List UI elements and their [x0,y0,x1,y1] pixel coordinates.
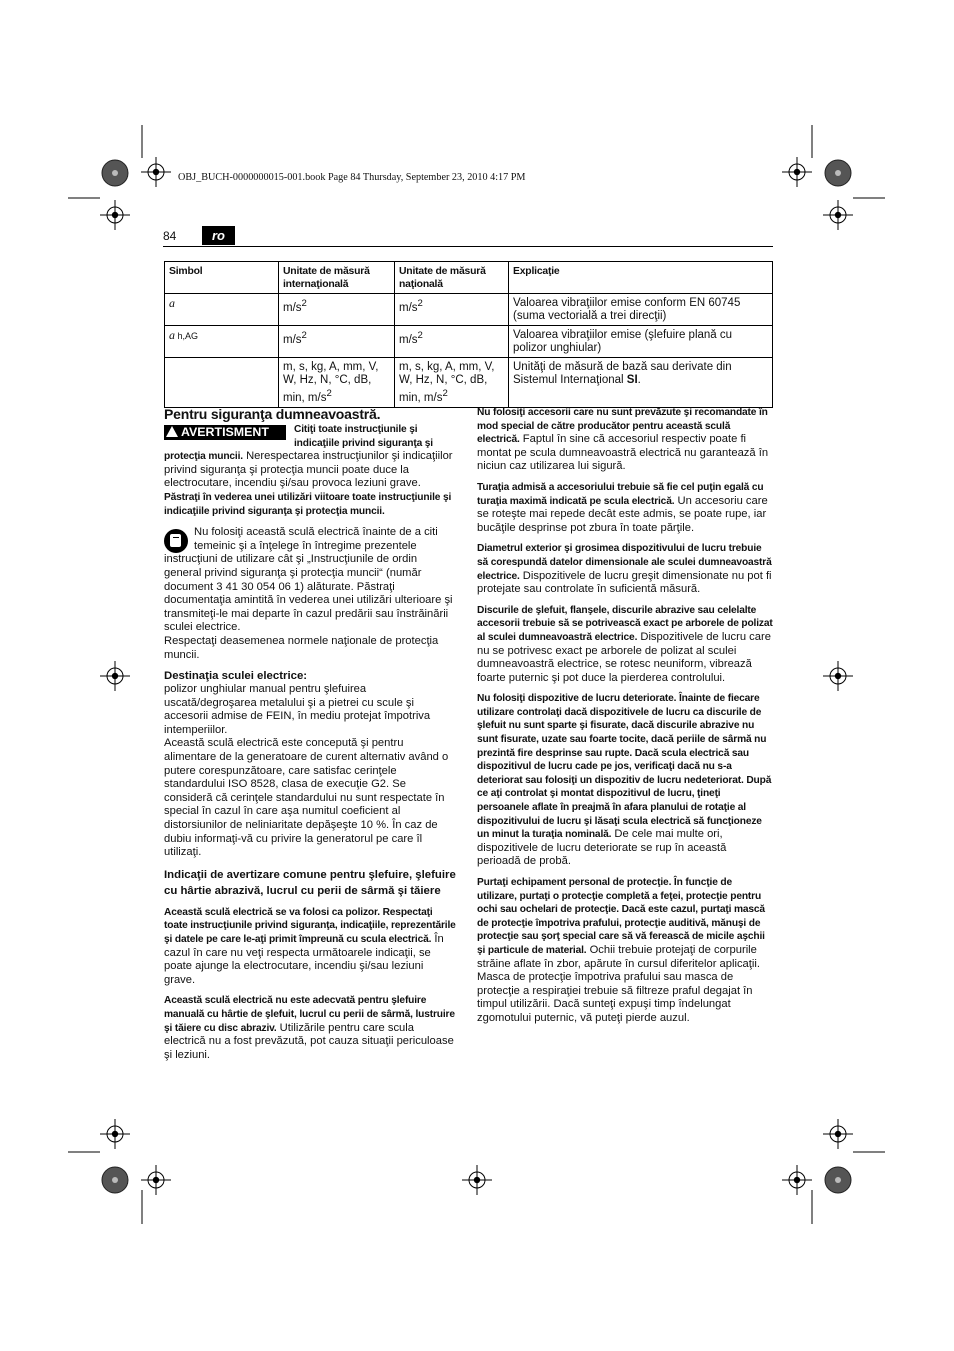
intl-unit-cell [279,358,395,408]
paragraph [164,906,456,988]
unit-sup: 2 [301,298,307,309]
natl-unit-cell [395,294,509,326]
warning-text: Nerespectarea instrucţiunilor şi indicaţiilor privind siguranţa şi protecţia muncii poate duce la electrocutare, incendiu şi/sau provoca leziuni grave. [164,450,453,490]
paragraph [164,994,456,1062]
natl-unit-cell [395,358,509,408]
read-manual-icon [164,529,188,553]
explanation-end: . [637,374,641,386]
unit-text: m, s, kg, A, mm, V, W, Hz, N, °C, dB, min, m/s [283,361,379,404]
header-rule [163,246,773,247]
unit-text: m/s [399,333,418,346]
paragraph-bold: Nu folosiţi accesorii care nu sunt prevăzute şi recomandate în mod special de către producător pentru această sculă electrică. [477,407,768,446]
symbol-text: a [169,296,175,310]
warnings-heading: Indicaţii de avertizare comune pentru şlefuire, şlefuire cu hârtie abrazivă, lucrul cu perii de sârmă şi tăiere [164,868,456,897]
table-header-cell: Unitate de măsură naţională [395,262,509,294]
symbol-cell [165,358,279,408]
table-row [165,326,773,358]
paragraph-text: Dispozitivele de lucru greşit dimensionate nu pot fi protejate sau controlate în suficientă măsură. [477,569,772,596]
unit-sup: 2 [417,330,423,341]
warning-triangle-icon [166,426,178,437]
paragraph-bold: Această sculă electrică nu este adecvată pentru şlefuire manuală cu hârtie de şlefuit, lucrul cu perii de sârmă, lustruire şi tăiere cu disc abraziv. [164,995,455,1034]
symbol-table [164,261,773,408]
unit-text: m, s, kg, A, mm, V, W, Hz, N, °C, dB, min, m/s [399,361,495,404]
table-header-row [165,262,773,294]
unit-sup: 2 [301,330,307,341]
paragraph [477,481,773,535]
national-rules-text: Respectaţi deasemenea normele naţionale de protecţia muncii. [164,634,439,661]
unit-sup: 2 [417,298,423,309]
intended-use-heading: Destinaţia sculei electrice: [164,670,308,683]
language-badge: ro [202,226,235,245]
read-manual-text: Nu folosiţi această sculă electrică înainte de a citi temeinic şi a înţelege în întregime prezentele instrucţiuni de utilizare cât şi „Instrucţiunile de ordin general privind siguranţa şi protecţia muncii“ (număr document 3 41 30 054 06 1) alăturate. Păstraţi documentaţia amintită în vederea unei utilizări ulterioare şi transmiteţi-le mai departe în cazul predării sau înstrăinării sculei electrice. [164,526,453,634]
unit-sup: 2 [326,388,332,399]
paragraph-text: Un accesoriu care se roteşte mai repede decât este admis, se poate rupe, iar bucăţile desprinse pot zbura în toate părţile. [477,494,768,534]
paragraph-text: Faptul în sine că accesoriul respectiv poate fi montat pe scula dumneavoastră electrică nu garantează în niciun caz utilizarea lui sigură. [477,433,769,473]
page-number: 84 [163,229,177,243]
unit-text: m/s [283,301,302,314]
unit-text: m/s [399,301,418,314]
unit-sup: 2 [442,388,448,399]
table-row [165,294,773,326]
paragraph-text: Ochii trebuie protejaţi de corpurile străine aflate în zbor, apărute în cursul diferitelor aplicaţii. Masca de protecţie împotriva prafului sau masca de protecţie a respiraţiei trebuie să filtreze praful degajat în timpul utilizării. Dacă sunteţi expuşi timp îndelungat zgomotului puternic, vă puteţi pierde auzul. [477,943,760,1024]
generator-text: Această sculă electrică este concepută şi pentru alimentare de la generatoare de curent alternativ având o putere corespunzătoare, care satisfac cerinţele standardului ISO 8528, clasa de execuţie G2. Se consideră că cerinţele standardului nu sunt respectate în special în cazul în care aşa numitul coeficient al distorsiunilor de neliniaritate depăşeşte 10 %. În caz de dubiu informaţi-vă cu privire la generatorul pe care îl utilizaţi. [164,737,449,859]
intended-use-text: polizor unghiular manual pentru şlefuirea uscată/degroşarea metalului şi a pietrei cu scule şi accesorii admise de FEIN, în mediu protejat împotriva intemperiilor. [164,683,431,736]
paragraph-text: De cele mai multe ori, dispozitivele de lucru deteriorate se rup în această perioadă de probă. [477,828,727,868]
paragraph-text: Utilizările pentru care scula electrică nu a fost prevăzută, pot cauza situaţii periculoase şi leziuni. [164,1021,454,1061]
paragraph-bold: Nu folosiţi dispozitive de lucru deteriorate. Înainte de fiecare utilizare controlaţi dacă dispozitivele de lucru ca discurile de şlefuit nu sunt sparte şi fisurate, dacă discurile abrazive nu sunt fisurate, uzate sau foarte tocite, dacă periile de sârmă nu prezintă fire desprinse sau rupte. Dacă scula electrică sau dispozitivul de lucru cade pe jos, verificaţi dacă nu s-a deteriorat sau folosiţi un dispozitiv de lucru nedeteriorat. După ce aţi controlat şi montat dispozitivul de lucru, ţineţi persoanele aflate în preajmă în afara planului de rotaţie al dispozitivului de lucru şi lăsaţi scula electrică să funcţioneze un minut la turaţia nominală. [477,693,772,841]
unit-text: m/s [283,333,302,346]
paragraph-bold: Diametrul exterior şi grosimea dispozitivului de lucru trebuie să corespundă datelor dimensionale ale sculei dumneavoastră electrice. [477,543,772,582]
paragraph-bold: Purtaţi echipament personal de protecţie. În funcţie de utilizare, purtaţi o protecţie completă a feţei, protecţie pentru ochi sau ochelari de protecţie. Dacă este cazul, purtaţi mască de protecţie împotriva prafului, protecţie auditivă, mănuşi de protecţie sau şorţ special care să vă ferească de micile aşchii şi particule de material. [477,877,765,956]
keep-instructions: Păstraţi în vederea unei utilizări viitoare toate instrucţiunile şi indicaţiile privind siguranţa şi protecţia muncii. [164,491,452,517]
explanation-cell [509,358,773,408]
natl-unit-cell [395,326,509,358]
explanation-cell: Valoarea vibraţiilor emise (şlefuire plană cu polizor unghiular) [509,326,773,358]
paragraph-bold: Turaţia admisă a accesoriului trebuie să fie cel puţin egală cu turaţia maximă indicată pe scula electrică. [477,481,764,507]
table-row [165,358,773,408]
table-header-cell: Unitate de măsură internaţională [279,262,395,294]
warning-badge [164,425,286,440]
paragraph [477,406,773,474]
warning-block [164,423,456,491]
left-column [164,406,456,1062]
paragraph-bold: Această sculă electrică se va folosi ca polizor. Respectaţi toate instrucţiunile privind siguranţa, indicaţiile, reprezentările şi datele pe care le-aţi primit împreună cu scula electrică. [164,906,456,945]
paragraph-bold: Discurile de şlefuit, flanşele, discurile abrazive sau celelalte accesorii trebuie să se potrivească exact pe arborele de polizat al sculei dumneavoastră electrice. [477,604,773,643]
read-manual-block [164,526,456,635]
right-column [477,406,773,1026]
paragraph [477,542,773,596]
symbol-text: a [169,328,175,342]
paragraph-text: În cazul în care nu veţi respecta următoarele indicaţii, se poate ajunge la electrocutare, incendiu şi/sau leziuni grave. [164,933,444,986]
explanation-text: Unităţi de măsură de bază sau derivate din Sistemul Internaţional [513,361,732,386]
section-title: Pentru siguranţa dumneavoastră. [164,406,381,422]
symbol-cell [165,294,279,326]
table-header-cell: Simbol [165,262,279,294]
paragraph-text: Dispozitivele de lucru care nu se potrivesc exact pe arborele de polizat al sculei dumneavoastră electrice, se rotesc neuniform, vibrează foarte puternic şi pot duce la pierderea controlului. [477,630,771,684]
explanation-cell: Valoarea vibraţiilor emise conform EN 60745 (suma vectorială a trei direcţii) [509,294,773,326]
warning-label: AVERTISMENT [181,425,269,439]
paragraph [477,692,773,869]
warning-bold: Citiţi toate instrucţiunile şi indicaţiile privind siguranţa şi protecţia muncii. [164,424,433,463]
paragraph [477,604,773,686]
explanation-bold: SI [626,374,638,386]
paragraph [477,876,773,1026]
intl-unit-cell [279,294,395,326]
table-header-cell: Explicaţie [509,262,773,294]
symbol-subscript: h,AG [175,331,199,341]
symbol-cell [165,326,279,358]
print-header-line: OBJ_BUCH-0000000015-001.book Page 84 Thursday, September 23, 2010 4:17 PM [178,172,526,183]
intl-unit-cell [279,326,395,358]
